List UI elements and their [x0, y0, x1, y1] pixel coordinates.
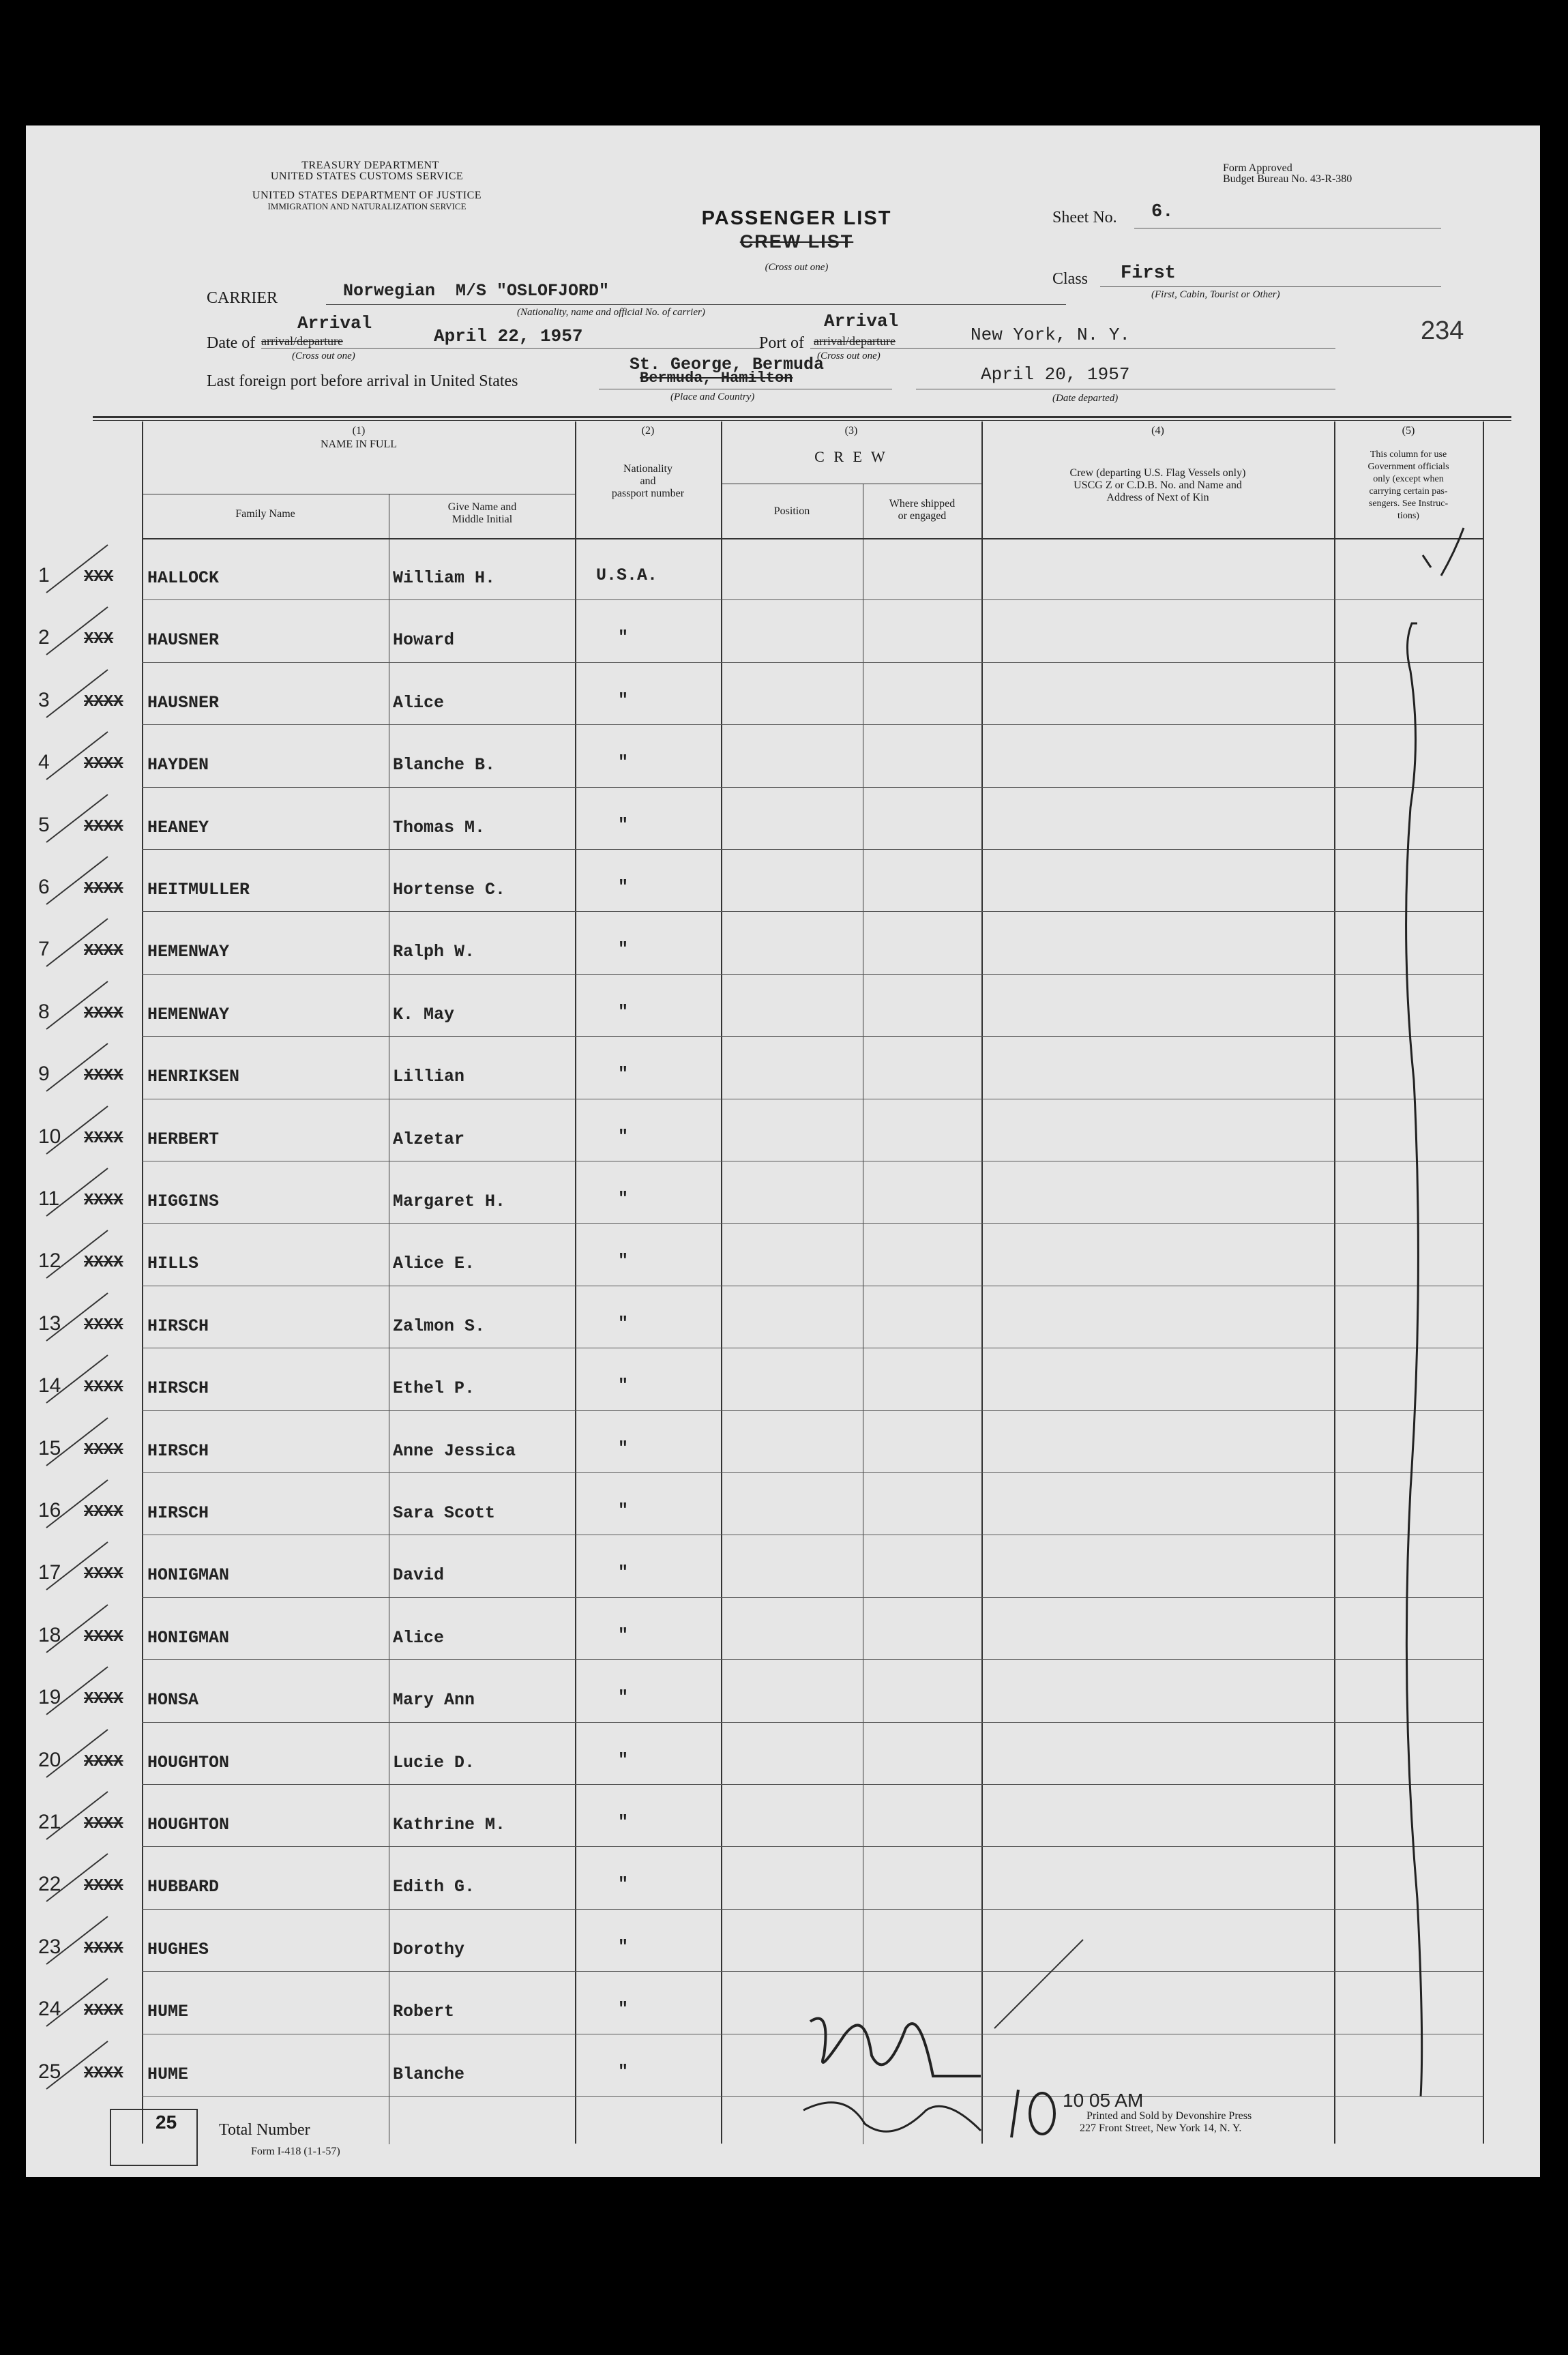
nationality: " — [618, 2061, 629, 2082]
family-name: HALLOCK — [147, 568, 220, 588]
foreign-port-label: Last foreign port before arrival in United States — [207, 372, 518, 390]
sheet-value: 6. — [1151, 202, 1174, 222]
row-code: XXXX — [84, 1690, 123, 1709]
family-name: HAUSNER — [147, 692, 220, 713]
given-name: Thomas M. — [393, 817, 486, 838]
sheet-label: Sheet No. — [1052, 209, 1117, 226]
family-name: HIRSCH — [147, 1503, 209, 1523]
given-name: Blanche B. — [393, 755, 496, 775]
nationality: U.S.A. — [596, 565, 658, 585]
port-struck: arrival/departure — [814, 334, 896, 348]
given-name: Ralph W. — [393, 942, 475, 962]
carrier-caption: (Nationality, name and official No. of carrier) — [517, 307, 705, 318]
row-number: 15 — [38, 1436, 61, 1460]
family-name: HILLS — [147, 1254, 199, 1274]
family-name: HIRSCH — [147, 1440, 209, 1461]
col2-line-3: passport number — [611, 488, 685, 499]
col4-line-2: USCG Z or C.D.B. No. and Name and — [1074, 479, 1242, 491]
agency-line-3: UNITED STATES DEPARTMENT OF JUSTICE — [252, 190, 482, 201]
nationality: " — [618, 1936, 629, 1957]
nationality: " — [618, 1999, 629, 2019]
row-code: XXXX — [84, 1565, 123, 1584]
row-number: 10 — [38, 1125, 61, 1148]
family-name: HUBBARD — [147, 1877, 220, 1897]
family-name: HERBERT — [147, 1129, 220, 1149]
handwritten-marks — [26, 125, 1540, 2177]
foreign-port-value: St. George, Bermuda — [630, 355, 825, 374]
row-number: 8 — [38, 1000, 50, 1023]
date-label: Date of — [207, 334, 256, 352]
row-code: XXXX — [84, 942, 123, 961]
row-number: 9 — [38, 1063, 50, 1086]
family-name: HEMENWAY — [147, 942, 230, 962]
given-name: Dorothy — [393, 1939, 465, 1959]
given-name: Hortense C. — [393, 880, 506, 900]
col3-position: Position — [773, 505, 810, 517]
form-number: Form I-418 (1-1-57) — [251, 2146, 340, 2157]
nationality: " — [618, 1687, 629, 1708]
family-name: HOUGHTON — [147, 1752, 230, 1773]
family-name: HENRIKSEN — [147, 1067, 240, 1087]
nationality: " — [618, 1749, 629, 1770]
family-name: HEMENWAY — [147, 1004, 230, 1024]
family-name: HUGHES — [147, 1939, 209, 1959]
row-number: 14 — [38, 1374, 61, 1397]
given-name: Robert — [393, 2002, 455, 2022]
given-name: Alice — [393, 692, 445, 713]
row-code: XXX — [84, 568, 114, 587]
port-caption: (Cross out one) — [817, 351, 881, 361]
family-name: HIGGINS — [147, 1191, 220, 1211]
family-name: HONIGMAN — [147, 1627, 230, 1648]
row-number: 21 — [38, 1811, 61, 1833]
nationality: " — [618, 814, 629, 835]
row-code: XXXX — [84, 755, 123, 774]
class-value: First — [1121, 263, 1177, 284]
family-name: HAUSNER — [147, 630, 220, 651]
family-name: HIRSCH — [147, 1378, 209, 1399]
family-name: HONSA — [147, 1690, 199, 1710]
carrier-label: CARRIER — [207, 289, 278, 307]
nationality: " — [618, 1251, 629, 1271]
row-number: 11 — [38, 1187, 60, 1210]
row-number: 22 — [38, 1873, 61, 1896]
row-number: 2 — [38, 626, 50, 649]
row-code: XXXX — [84, 1939, 123, 1958]
nationality: " — [618, 877, 629, 897]
nationality: " — [618, 939, 629, 960]
row-code: XXXX — [84, 1440, 123, 1460]
row-code: XXXX — [84, 880, 123, 898]
nationality: " — [618, 1874, 629, 1895]
col2-line-1: Nationality — [623, 463, 672, 475]
family-name: HUME — [147, 2064, 189, 2084]
col1-family: Family Name — [235, 508, 295, 520]
date-value: April 22, 1957 — [434, 326, 583, 346]
given-name: David — [393, 1565, 445, 1586]
port-value: New York, N. Y. — [971, 325, 1131, 345]
row-code: XXXX — [84, 1627, 123, 1646]
row-code: XXXX — [84, 1129, 123, 1148]
row-code: XXXX — [84, 1191, 123, 1210]
total-label: Total Number — [219, 2121, 310, 2139]
col1-given-1: Give Name and — [447, 501, 517, 513]
family-name: HEITMULLER — [147, 880, 250, 900]
nationality: " — [618, 1313, 629, 1333]
given-name: Lillian — [393, 1067, 465, 1087]
nationality: " — [618, 1376, 629, 1396]
family-name: HEANEY — [147, 817, 209, 838]
port-label: Port of — [759, 334, 804, 352]
given-name: Anne Jessica — [393, 1440, 516, 1461]
nationality: " — [618, 1438, 629, 1458]
row-code: XXXX — [84, 1316, 123, 1335]
row-number: 1 — [38, 564, 50, 587]
row-code: XXXX — [84, 1067, 123, 1086]
given-name: Blanche — [393, 2064, 465, 2084]
row-number: 3 — [38, 688, 50, 711]
row-code: XXXX — [84, 817, 123, 836]
total-value: 25 — [156, 2112, 177, 2133]
given-name: Sara Scott — [393, 1503, 496, 1523]
family-name: HOUGHTON — [147, 1815, 230, 1835]
row-number: 5 — [38, 813, 50, 836]
title-cross-note: (Cross out one) — [765, 262, 829, 273]
port-arrival: Arrival — [824, 311, 899, 331]
row-number: 18 — [38, 1623, 61, 1646]
col1-num: (1) — [352, 425, 366, 436]
row-code: XXXX — [84, 1752, 123, 1771]
class-caption: (First, Cabin, Tourist or Other) — [1151, 289, 1280, 300]
carrier-value: Norwegian M/S "OSLOFJORD" — [343, 281, 610, 301]
row-code: XXXX — [84, 1877, 123, 1896]
row-number: 7 — [38, 938, 50, 961]
given-name: Lucie D. — [393, 1752, 475, 1773]
agency-line-1: TREASURY DEPARTMENT — [301, 160, 439, 171]
foreign-port-caption: (Place and Country) — [670, 391, 755, 402]
agency-line-4: IMMIGRATION AND NATURALIZATION SERVICE — [267, 201, 467, 211]
given-name: William H. — [393, 568, 496, 588]
row-code: XXX — [84, 630, 114, 649]
col3-title: C R E W — [814, 448, 888, 465]
departed-value: April 20, 1957 — [981, 364, 1130, 385]
given-name: Margaret H. — [393, 1191, 506, 1211]
family-name: HAYDEN — [147, 755, 209, 775]
given-name: Mary Ann — [393, 1690, 475, 1710]
time-note: 10 05 AM — [1063, 2090, 1144, 2111]
family-name: HIRSCH — [147, 1316, 209, 1336]
row-number: 16 — [38, 1499, 61, 1522]
row-number: 4 — [38, 751, 50, 774]
col5-line-1: This column for use — [1370, 449, 1447, 460]
given-name: Edith G. — [393, 1877, 475, 1897]
col5-line-4: carrying certain pas- — [1369, 486, 1448, 497]
given-name: Alice — [393, 1627, 445, 1648]
nationality: " — [618, 690, 629, 710]
nationality: " — [618, 1812, 629, 1832]
agency-line-2: UNITED STATES CUSTOMS SERVICE — [270, 171, 464, 182]
row-number: 23 — [38, 1935, 61, 1958]
given-name: Kathrine M. — [393, 1815, 506, 1835]
nationality: " — [618, 752, 629, 773]
col2-num: (2) — [641, 425, 655, 436]
form-title: PASSENGER LIST — [701, 207, 892, 229]
nationality: " — [618, 627, 629, 648]
given-name: Howard — [393, 630, 455, 651]
nationality: " — [618, 1500, 629, 1520]
budget-bureau: Budget Bureau No. 43-R-380 — [1223, 173, 1352, 185]
row-code: XXXX — [84, 1004, 123, 1023]
col1-title: NAME IN FULL — [321, 439, 397, 450]
col5-line-5: sengers. See Instruc- — [1368, 499, 1449, 509]
col5-line-3: only (except when — [1373, 474, 1444, 484]
given-name: Zalmon S. — [393, 1316, 486, 1336]
nationality: " — [618, 1001, 629, 1022]
page-number: 234 — [1421, 316, 1464, 345]
given-name: Ethel P. — [393, 1378, 475, 1399]
col1-given-2: Middle Initial — [452, 514, 513, 525]
nationality: " — [618, 1625, 629, 1645]
class-label: Class — [1052, 270, 1089, 288]
col3-shipped-1: Where shipped — [889, 498, 956, 509]
row-code: XXXX — [84, 2064, 123, 2083]
form-title-struck: CREW LIST — [739, 231, 854, 252]
col3-num: (3) — [844, 425, 858, 436]
foreign-port-struck: Bermuda, Hamilton — [640, 370, 793, 387]
row-number: 12 — [38, 1249, 61, 1273]
nationality: " — [618, 1562, 629, 1583]
nationality: " — [618, 1064, 629, 1084]
nationality: " — [618, 1189, 629, 1209]
nationality: " — [618, 1126, 629, 1146]
row-number: 19 — [38, 1686, 61, 1709]
date-arrival: Arrival — [297, 313, 372, 334]
date-struck: arrival/departure — [261, 334, 343, 348]
row-code: XXXX — [84, 1815, 123, 1833]
row-number: 25 — [38, 2060, 61, 2083]
col5-line-6: tions) — [1397, 511, 1419, 521]
given-name: Alice E. — [393, 1254, 475, 1274]
row-number: 6 — [38, 876, 50, 898]
col5-num: (5) — [1402, 425, 1415, 436]
departed-caption: (Date departed) — [1052, 393, 1119, 404]
row-code: XXXX — [84, 692, 123, 711]
col4-line-3: Address of Next of Kin — [1106, 492, 1209, 503]
col4-line-1: Crew (departing U.S. Flag Vessels only) — [1069, 467, 1246, 479]
document-page — [26, 125, 1540, 2177]
row-code: XXXX — [84, 1254, 123, 1273]
form-approved: Form Approved — [1223, 162, 1292, 174]
col3-shipped-2: or engaged — [898, 510, 947, 522]
col2-line-2: and — [640, 475, 656, 487]
row-number: 13 — [38, 1312, 61, 1335]
row-code: XXXX — [84, 2002, 123, 2021]
row-code: XXXX — [84, 1378, 123, 1397]
row-number: 17 — [38, 1561, 61, 1584]
row-code: XXXX — [84, 1503, 123, 1522]
col4-num: (4) — [1151, 425, 1164, 436]
family-name: HONIGMAN — [147, 1565, 230, 1586]
given-name: Alzetar — [393, 1129, 465, 1149]
printer-line-2: 227 Front Street, New York 14, N. Y. — [1080, 2122, 1242, 2134]
date-caption: (Cross out one) — [292, 351, 355, 361]
given-name: K. May — [393, 1004, 455, 1024]
total-box — [110, 2109, 198, 2166]
col5-line-2: Government officials — [1367, 462, 1449, 472]
family-name: HUME — [147, 2002, 189, 2022]
row-number: 20 — [38, 1748, 61, 1771]
row-number: 24 — [38, 1998, 61, 2021]
printer-line-1: Printed and Sold by Devonshire Press — [1086, 2110, 1252, 2122]
